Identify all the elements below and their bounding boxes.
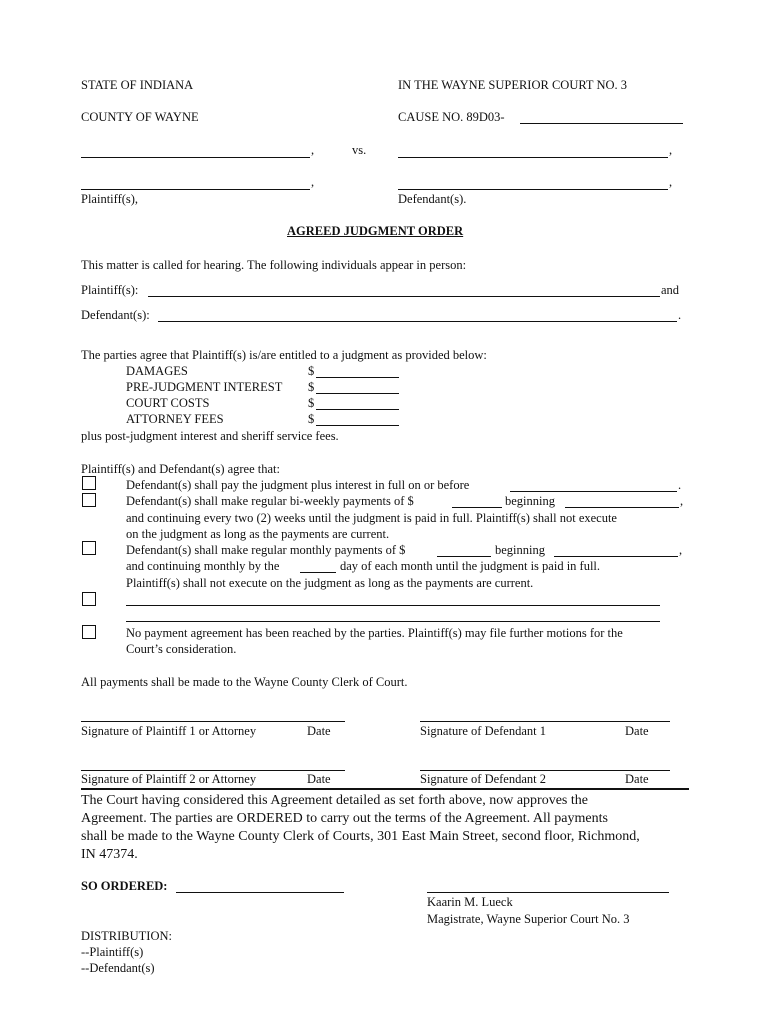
comma: , [669, 143, 673, 157]
damages-label: DAMAGES [126, 364, 188, 378]
plaintiffs-present-field[interactable] [148, 296, 660, 297]
versus-label: vs. [352, 143, 367, 157]
judgment-lead: The parties agree that Plaintiff(s) is/are entitled to a judgment as provided below: [81, 348, 487, 362]
option-monthly-text: Defendant(s) shall make regular monthly payments of $ [126, 543, 406, 557]
hearing-text: This matter is called for hearing. The following individuals appear in person: [81, 258, 467, 272]
prejudgment-interest-amount-field[interactable] [316, 393, 399, 394]
magistrate-signature-field[interactable] [427, 892, 669, 893]
other-terms-field-2[interactable] [126, 621, 660, 622]
monthly-day-field[interactable] [300, 572, 336, 573]
option-pay-in-full-text: Defendant(s) shall pay the judgment plus interest in full on or before [126, 478, 470, 492]
plaintiff-2-signature-field[interactable] [81, 770, 345, 771]
defendant-2-signature-label: Signature of Defendant 2 [420, 772, 547, 786]
distribution-item-plaintiff: --Plaintiff(s) [81, 945, 144, 959]
defendant-name-field-1[interactable] [398, 157, 668, 158]
plaintiff-caption-label: Plaintiff(s), [81, 192, 139, 206]
biweekly-start-date-field[interactable] [565, 507, 679, 508]
pay-in-full-date-field[interactable] [510, 491, 677, 492]
period: . [678, 478, 682, 492]
plaintiff-1-signature-field[interactable] [81, 721, 345, 722]
comma: , [680, 494, 684, 508]
prejudgment-interest-label: PRE-JUDGMENT INTEREST [126, 380, 283, 394]
defendant-name-field-2[interactable] [398, 189, 668, 190]
date-label: Date [307, 724, 331, 738]
option-biweekly-checkbox[interactable] [82, 493, 96, 507]
cause-number-field[interactable] [520, 123, 683, 124]
magistrate-name: Kaarin M. Lueck [427, 895, 513, 909]
and-label: and [661, 283, 680, 297]
beginning-label: beginning [495, 543, 545, 557]
court-costs-amount-field[interactable] [316, 409, 399, 410]
date-label: Date [625, 724, 649, 738]
payments-text: All payments shall be made to the Wayne County Clerk of Court. [81, 675, 408, 689]
comma: , [311, 143, 315, 157]
court-order-line-2: Agreement. The parties are ORDERED to carry out the terms of the Agreement. All payments [81, 811, 608, 826]
period: . [678, 308, 682, 322]
court-order-line-1: The Court having considered this Agreement detailed as set forth above, now approves the [81, 793, 588, 808]
plaintiff-name-field-2[interactable] [81, 189, 310, 190]
comma: , [311, 175, 315, 189]
other-terms-field-1[interactable] [126, 605, 660, 606]
judgment-tail: plus post-judgment interest and sheriff service fees. [81, 429, 339, 443]
court-order-line-3: shall be made to the Wayne County Clerk of Courts, 301 East Main Street, second floor, Richmond, [81, 829, 640, 844]
agreement-lead: Plaintiff(s) and Defendant(s) agree that: [81, 462, 280, 476]
option-biweekly-text-3: on the judgment as long as the payments are current. [126, 527, 390, 541]
court-order-line-4: IN 47374. [81, 847, 138, 862]
option-other-checkbox[interactable] [82, 592, 96, 606]
dollar-sign: $ [308, 412, 315, 426]
defendant-2-signature-field[interactable] [420, 770, 670, 771]
option-monthly-checkbox[interactable] [82, 541, 96, 555]
damages-amount-field[interactable] [316, 377, 399, 378]
option-monthly-text-3: Plaintiff(s) shall not execute on the judgment as long as the payments are current. [126, 576, 534, 590]
defendant-1-signature-field[interactable] [420, 721, 670, 722]
distribution-item-defendant: --Defendant(s) [81, 961, 155, 975]
plaintiff-name-field-1[interactable] [81, 157, 310, 158]
county-label: COUNTY OF WAYNE [81, 110, 199, 124]
option-monthly-text-2a: and continuing monthly by the [126, 559, 280, 573]
cause-label: CAUSE NO. 89D03- [398, 110, 505, 124]
magistrate-title: Magistrate, Wayne Superior Court No. 3 [427, 912, 630, 926]
biweekly-amount-field[interactable] [452, 507, 502, 508]
option-biweekly-text: Defendant(s) shall make regular bi-weekly payments of $ [126, 494, 414, 508]
defendants-label: Defendant(s): [81, 308, 150, 322]
option-no-agreement-checkbox[interactable] [82, 625, 96, 639]
date-label: Date [307, 772, 331, 786]
plaintiff-1-signature-label: Signature of Plaintiff 1 or Attorney [81, 724, 257, 738]
attorney-fees-amount-field[interactable] [316, 425, 399, 426]
option-monthly-text-2b: day of each month until the judgment is paid in full. [340, 559, 601, 573]
dollar-sign: $ [308, 364, 315, 378]
plaintiffs-label: Plaintiff(s): [81, 283, 139, 297]
option-biweekly-text-2: and continuing every two (2) weeks until the judgment is paid in full. Plaintiff(s) shall not execute [126, 511, 617, 525]
page-title: AGREED JUDGMENT ORDER [287, 224, 464, 238]
monthly-start-date-field[interactable] [554, 556, 678, 557]
option-no-agreement-text-2: Court’s consideration. [126, 642, 237, 656]
option-pay-in-full-checkbox[interactable] [82, 476, 96, 490]
date-label: Date [625, 772, 649, 786]
defendant-caption-label: Defendant(s). [398, 192, 467, 206]
dollar-sign: $ [308, 380, 315, 394]
beginning-label: beginning [505, 494, 555, 508]
attorney-fees-label: ATTORNEY FEES [126, 412, 224, 426]
monthly-amount-field[interactable] [437, 556, 491, 557]
court-label: IN THE WAYNE SUPERIOR COURT NO. 3 [398, 78, 628, 92]
defendants-present-field[interactable] [158, 321, 677, 322]
defendant-1-signature-label: Signature of Defendant 1 [420, 724, 547, 738]
dollar-sign: $ [308, 396, 315, 410]
comma: , [679, 543, 683, 557]
so-ordered-label: SO ORDERED: [81, 879, 168, 893]
court-costs-label: COURT COSTS [126, 396, 210, 410]
state-label: STATE OF INDIANA [81, 78, 194, 92]
option-no-agreement-text: No payment agreement has been reached by the parties. Plaintiff(s) may file further motions for the [126, 626, 623, 640]
plaintiff-2-signature-label: Signature of Plaintiff 2 or Attorney [81, 772, 257, 786]
comma: , [669, 175, 673, 189]
distribution-label: DISTRIBUTION: [81, 929, 172, 943]
section-divider [81, 788, 689, 790]
so-ordered-date-field[interactable] [176, 892, 344, 893]
